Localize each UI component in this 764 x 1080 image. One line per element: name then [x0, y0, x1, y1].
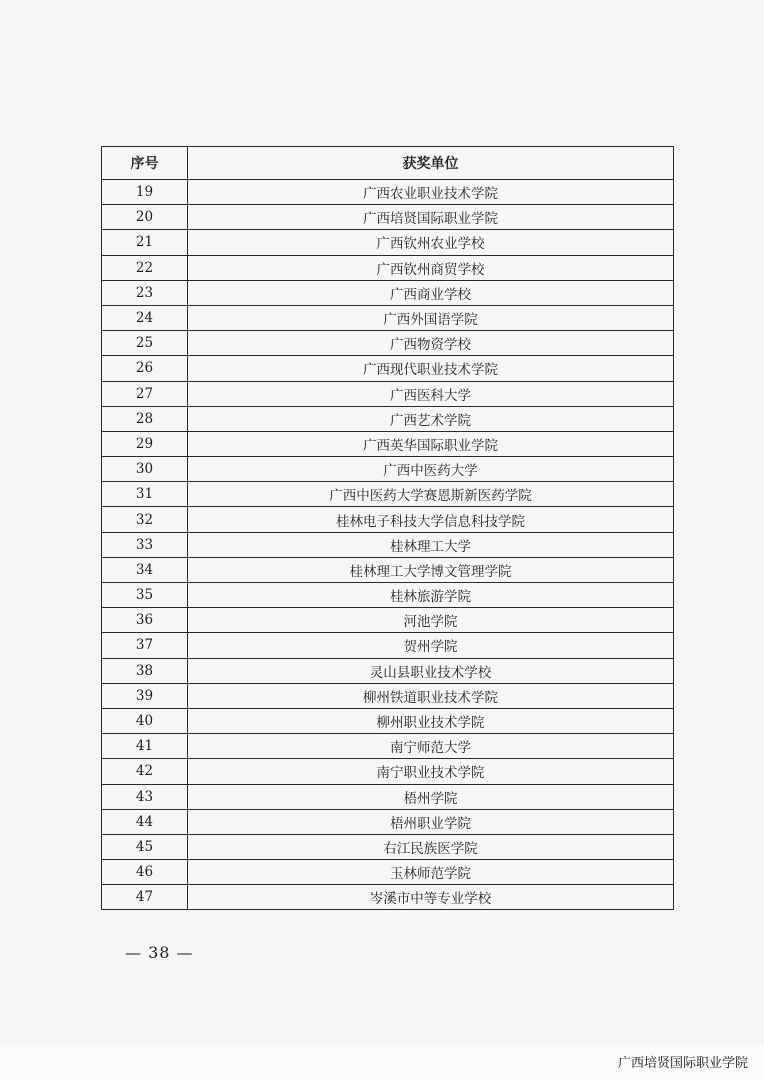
award-units-table	[101, 146, 674, 910]
table-row	[102, 809, 674, 834]
row-index: 38	[102, 658, 188, 683]
row-award-unit: 柳州职业技术学院	[188, 708, 674, 733]
table-row	[102, 658, 674, 683]
table-row	[102, 205, 674, 230]
table-row	[102, 180, 674, 205]
table-row	[102, 356, 674, 381]
row-award-unit: 南宁师范大学	[188, 734, 674, 759]
row-index: 33	[102, 532, 188, 557]
row-award-unit: 岑溪市中等专业学校	[188, 885, 674, 910]
row-index: 26	[102, 356, 188, 381]
table-row	[102, 482, 674, 507]
table-row	[102, 583, 674, 608]
table-row	[102, 532, 674, 557]
table-row	[102, 381, 674, 406]
table-row	[102, 557, 674, 582]
row-award-unit: 梧州职业学院	[188, 809, 674, 834]
row-index: 27	[102, 381, 188, 406]
row-index: 21	[102, 230, 188, 255]
table-row	[102, 406, 674, 431]
row-award-unit: 玉林师范学院	[188, 860, 674, 885]
row-award-unit: 广西英华国际职业学院	[188, 431, 674, 456]
table-row	[102, 860, 674, 885]
row-index: 46	[102, 860, 188, 885]
row-award-unit: 河池学院	[188, 608, 674, 633]
row-index: 31	[102, 482, 188, 507]
row-award-unit: 灵山县职业技术学校	[188, 658, 674, 683]
row-index: 20	[102, 205, 188, 230]
table-row	[102, 331, 674, 356]
row-award-unit: 广西现代职业技术学院	[188, 356, 674, 381]
row-award-unit: 广西商业学校	[188, 280, 674, 305]
row-index: 30	[102, 457, 188, 482]
watermark-text: 广西培贤国际职业学院	[617, 1056, 748, 1071]
header-index: 序号	[102, 147, 188, 180]
table-row	[102, 759, 674, 784]
table-row	[102, 834, 674, 859]
row-award-unit: 贺州学院	[188, 633, 674, 658]
table-row	[102, 280, 674, 305]
row-index: 40	[102, 708, 188, 733]
row-award-unit: 桂林电子科技大学信息科技学院	[188, 507, 674, 532]
row-index: 37	[102, 633, 188, 658]
table-row	[102, 784, 674, 809]
table-body	[102, 180, 674, 910]
table-row	[102, 608, 674, 633]
row-award-unit: 广西农业职业技术学院	[188, 180, 674, 205]
row-award-unit: 桂林理工大学	[188, 532, 674, 557]
table-row	[102, 305, 674, 330]
row-award-unit: 桂林理工大学博文管理学院	[188, 557, 674, 582]
table-row	[102, 708, 674, 733]
table-row	[102, 885, 674, 910]
header-award-unit: 获奖单位	[188, 147, 674, 180]
table-row	[102, 633, 674, 658]
row-award-unit: 广西中医药大学赛恩斯新医药学院	[188, 482, 674, 507]
table-row	[102, 457, 674, 482]
row-award-unit: 广西培贤国际职业学院	[188, 205, 674, 230]
row-index: 25	[102, 331, 188, 356]
table-row	[102, 431, 674, 456]
row-index: 45	[102, 834, 188, 859]
row-index: 29	[102, 431, 188, 456]
table-row	[102, 683, 674, 708]
row-index: 42	[102, 759, 188, 784]
table-row	[102, 507, 674, 532]
row-award-unit: 梧州学院	[188, 784, 674, 809]
row-award-unit: 广西物资学校	[188, 331, 674, 356]
row-index: 19	[102, 180, 188, 205]
page-number: — 38 —	[125, 943, 194, 962]
row-index: 39	[102, 683, 188, 708]
row-index: 28	[102, 406, 188, 431]
row-index: 47	[102, 885, 188, 910]
row-award-unit: 南宁职业技术学院	[188, 759, 674, 784]
row-index: 43	[102, 784, 188, 809]
row-award-unit: 广西钦州商贸学校	[188, 255, 674, 280]
row-index: 44	[102, 809, 188, 834]
row-index: 24	[102, 305, 188, 330]
row-award-unit: 广西医科大学	[188, 381, 674, 406]
row-index: 34	[102, 557, 188, 582]
row-award-unit: 右江民族医学院	[188, 834, 674, 859]
row-index: 23	[102, 280, 188, 305]
table-row	[102, 230, 674, 255]
table-row	[102, 255, 674, 280]
table-header-row	[102, 147, 674, 180]
row-award-unit: 广西中医药大学	[188, 457, 674, 482]
row-index: 35	[102, 583, 188, 608]
row-index: 32	[102, 507, 188, 532]
row-award-unit: 柳州铁道职业技术学院	[188, 683, 674, 708]
row-award-unit: 广西钦州农业学校	[188, 230, 674, 255]
row-index: 41	[102, 734, 188, 759]
table-row	[102, 734, 674, 759]
row-award-unit: 桂林旅游学院	[188, 583, 674, 608]
row-index: 22	[102, 255, 188, 280]
row-award-unit: 广西艺术学院	[188, 406, 674, 431]
row-index: 36	[102, 608, 188, 633]
row-award-unit: 广西外国语学院	[188, 305, 674, 330]
